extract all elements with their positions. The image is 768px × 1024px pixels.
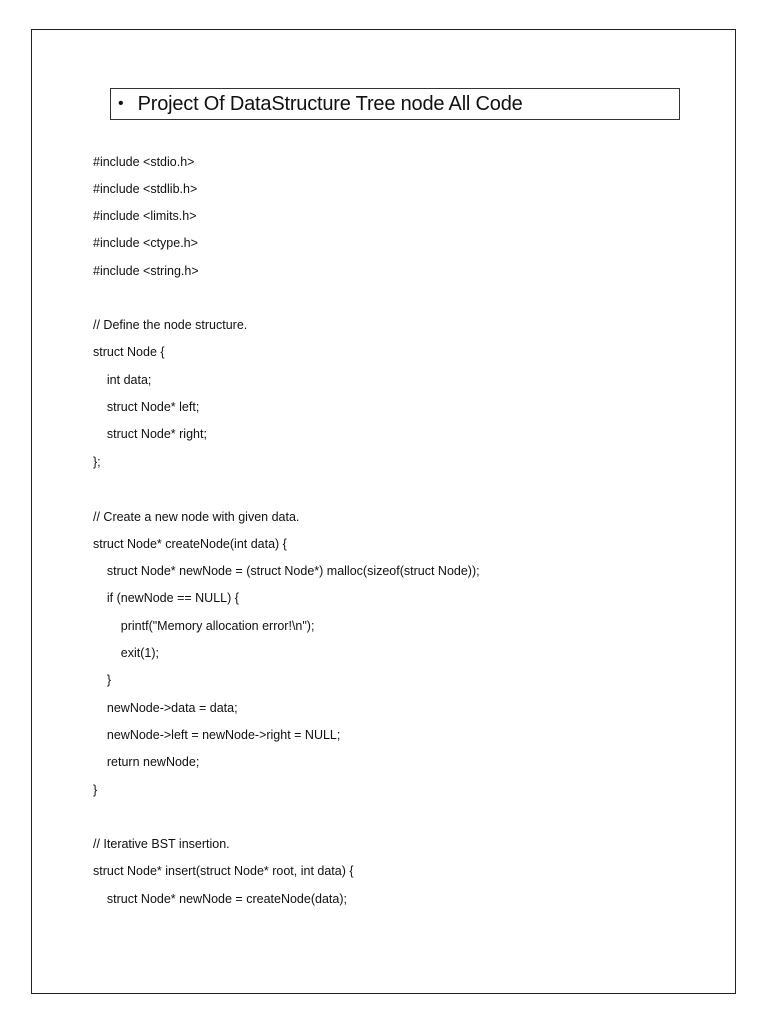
code-line: #include <stdlib.h>: [93, 182, 198, 196]
code-line: exit(1);: [93, 646, 159, 660]
code-line: #include <ctype.h>: [93, 236, 198, 250]
code-line: }: [93, 673, 112, 687]
bullet-icon: •: [118, 95, 124, 112]
code-line: struct Node* left;: [93, 400, 200, 414]
code-line: struct Node* insert(struct Node* root, int data) {: [93, 864, 354, 878]
page-title: Project Of DataStructure Tree node All Code: [137, 92, 523, 115]
code-line: struct Node {: [93, 345, 165, 359]
code-line: // Iterative BST insertion.: [93, 837, 230, 851]
code-line: // Define the node structure.: [93, 318, 248, 332]
title-box: [110, 88, 680, 120]
code-line: }: [93, 783, 98, 797]
code-line: printf("Memory allocation error!\n");: [93, 619, 315, 633]
code-line: #include <stdio.h>: [93, 155, 195, 169]
code-line: struct Node* right;: [93, 427, 207, 441]
code-line: struct Node* newNode = (struct Node*) malloc(sizeof(struct Node));: [93, 564, 480, 578]
code-line: int data;: [93, 373, 152, 387]
code-line: #include <string.h>: [93, 264, 199, 278]
code-line: // Create a new node with given data.: [93, 510, 300, 524]
code-line: };: [93, 455, 101, 469]
code-line: newNode->data = data;: [93, 701, 238, 715]
code-line: #include <limits.h>: [93, 209, 197, 223]
document-page: [31, 29, 736, 994]
code-line: struct Node* createNode(int data) {: [93, 537, 287, 551]
code-line: newNode->left = newNode->right = NULL;: [93, 728, 341, 742]
code-line: if (newNode == NULL) {: [93, 591, 239, 605]
code-line: return newNode;: [93, 755, 200, 769]
code-line: struct Node* newNode = createNode(data);: [93, 892, 347, 906]
